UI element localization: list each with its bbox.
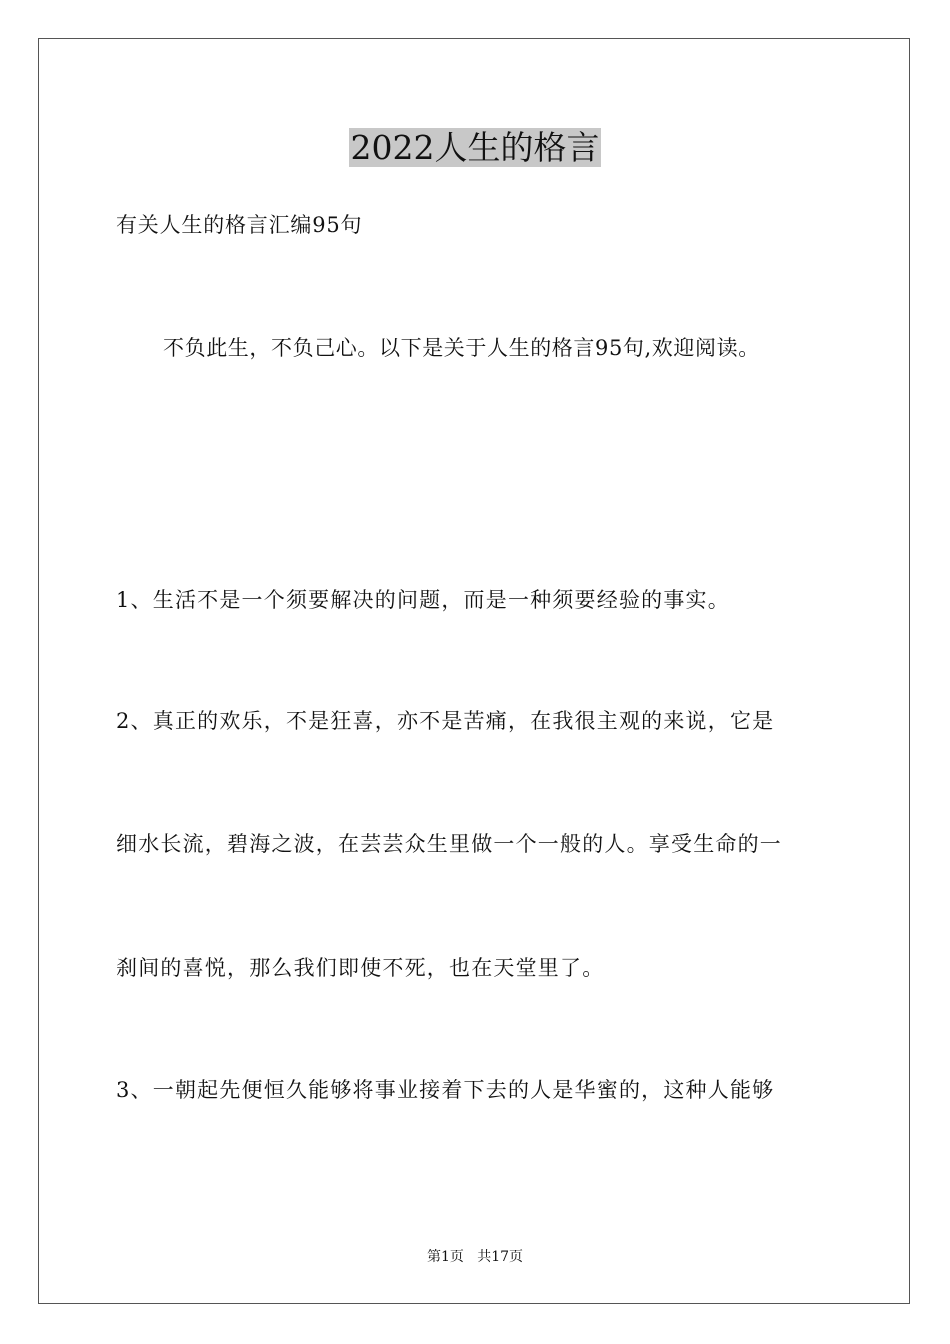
paragraph-line: 细水长流，碧海之波，在芸芸众生里做一个一般的人。享受生命的一 [116,832,782,856]
page-number-footer: 第1页 共17页 [426,1249,524,1265]
paragraph-line: 1、生活不是一个须要解决的问题，而是一种须要经验的事实。 [116,588,730,612]
document-title-text: 2022人生的格言 [350,128,600,167]
intro-paragraph: 不负此生，不负己心。以下是关于人生的格言95句,欢迎阅读。 [163,336,760,360]
document-title [0,126,950,170]
paragraph-line: 刹间的喜悦，那么我们即使不死，也在天堂里了。 [116,956,605,980]
paragraph-line: 3、一朝起先便恒久能够将事业接着下去的人是华蜜的，这种人能够 [116,1078,775,1102]
paragraph-line: 2、真正的欢乐，不是狂喜，亦不是苦痛，在我很主观的来说，它是 [116,709,775,733]
document-subtitle: 有关人生的格言汇编95句 [116,213,363,237]
